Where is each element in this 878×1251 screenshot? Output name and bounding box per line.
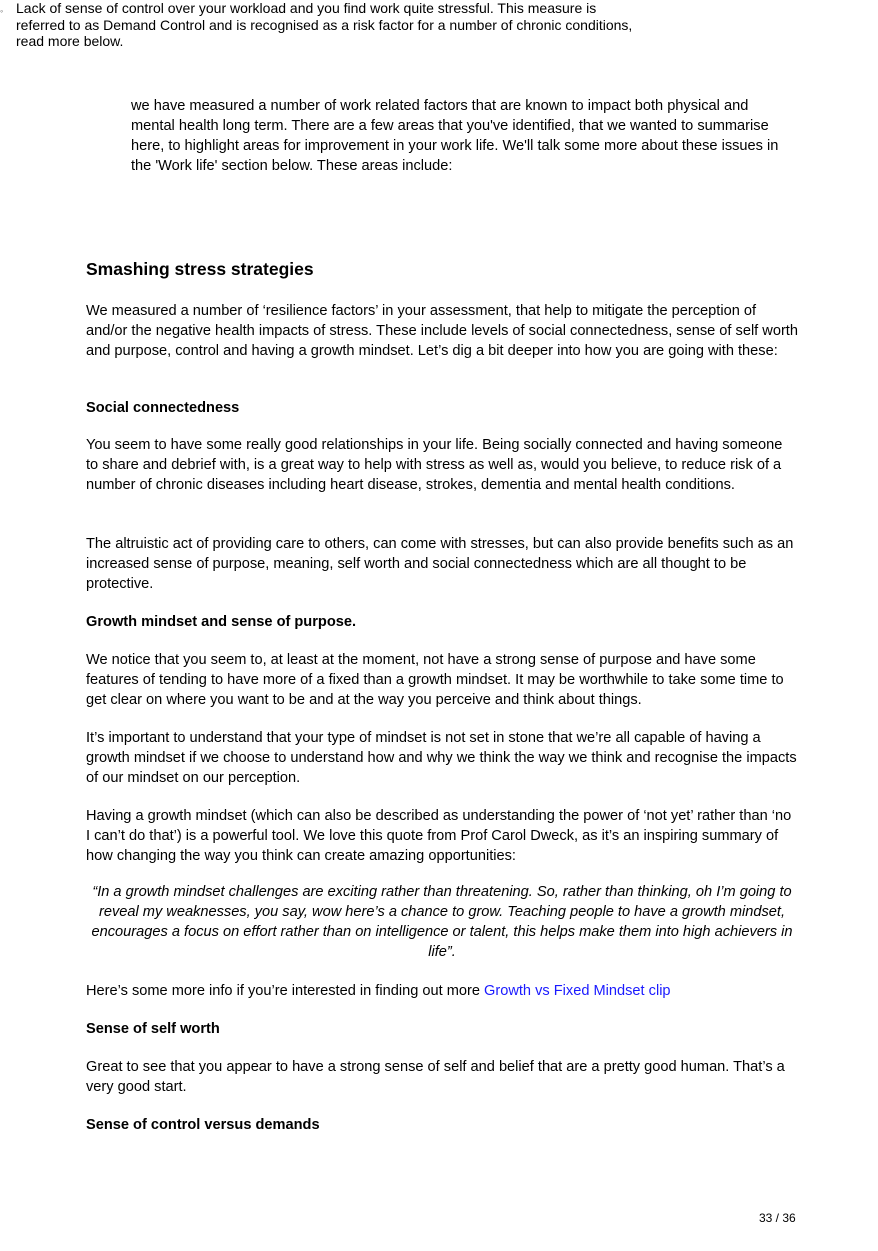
resilience-intro-paragraph: We measured a number of ‘resilience factors’ in your assessment, that help to mitigate the perception of and/or the negative health impacts of stress. These include levels of social connectedness, sense of self worth and purpose, control and having a growth mindset. Let’s dig a bit deeper into how you are going with these: xyxy=(86,303,798,359)
page-number: 33 / 36 xyxy=(759,1211,796,1225)
work-factors-list xyxy=(0,0,640,50)
more-info-text: Here’s some more info if you’re interested in finding out more xyxy=(86,983,485,999)
social-paragraph-1: You seem to have some really good relationships in your life. Being socially connected and having someone to share and debrief with, is a great way to help with stress as well as, would you believe, to reduce risk of a number of chronic diseases including heart disease, strokes, dementia and mental health conditions. xyxy=(86,437,783,493)
bullet-icon: ◦ xyxy=(0,6,4,16)
more-info-line xyxy=(86,981,798,1001)
social-connectedness-heading: Social connectedness xyxy=(86,400,240,416)
section-title: Smashing stress strategies xyxy=(86,259,314,279)
growth-mindset-heading: Growth mindset and sense of purpose. xyxy=(86,614,357,630)
social-paragraph-2: The altruistic act of providing care to others, can come with stresses, but can also provide benefits such as an increased sense of purpose, meaning, self worth and social connectedness which are all thought to be protective. xyxy=(86,536,794,592)
growth-paragraph-1: We notice that you seem to, at least at the moment, not have a strong sense of purpose and have some features of tending to have more of a fixed than a growth mindset. It may be worthwhile to take some time to get clear on where you want to be and at the way you perceive and think about things. xyxy=(86,652,784,708)
dweck-quote: “In a growth mindset challenges are exciting rather than threatening. So, rather than thinking, oh I’m going to reveal my weaknesses, you say, wow here’s a chance to grow. Teaching people to have a growth mindset, encourages a focus on effort rather than on intelligence or talent, this helps make them into high achievers in life”. xyxy=(91,884,793,960)
growth-paragraph-3: Having a growth mindset (which can also be described as understanding the power of ‘not yet’ rather than ‘no I can’t do that’) is a powerful tool. We love this quote from Prof Carol Dweck, as it’s an inspiring summary of how changing the way you think can create amazing opportunities: xyxy=(86,808,792,864)
mindset-clip-link[interactable]: Growth vs Fixed Mindset clip xyxy=(484,983,671,999)
list-item-text: Lack of sense of control over your workload and you find work quite stressful. This measure is referred to as Demand Control and is recognised as a risk factor for a number of chronic conditions, read more below. xyxy=(16,0,633,49)
intro-paragraph: we have measured a number of work related factors that are known to impact both physical and mental health long term. There are a few areas that you've identified, that we wanted to summarise here, to highlight areas for improvement in your work life. We'll talk some more about these issues in the 'Work life' section below. These areas include: xyxy=(131,98,779,174)
self-worth-heading: Sense of self worth xyxy=(86,1021,220,1037)
growth-paragraph-2: It’s important to understand that your type of mindset is not set in stone that we’re all capable of having a growth mindset if we choose to understand how and why we think the way we think and recognise the impacts of our mindset on our perception. xyxy=(86,730,797,786)
control-demands-heading: Sense of control versus demands xyxy=(86,1117,320,1133)
list-item xyxy=(0,0,640,50)
self-worth-paragraph: Great to see that you appear to have a strong sense of self and belief that are a pretty good human. That’s a very good start. xyxy=(86,1059,785,1095)
